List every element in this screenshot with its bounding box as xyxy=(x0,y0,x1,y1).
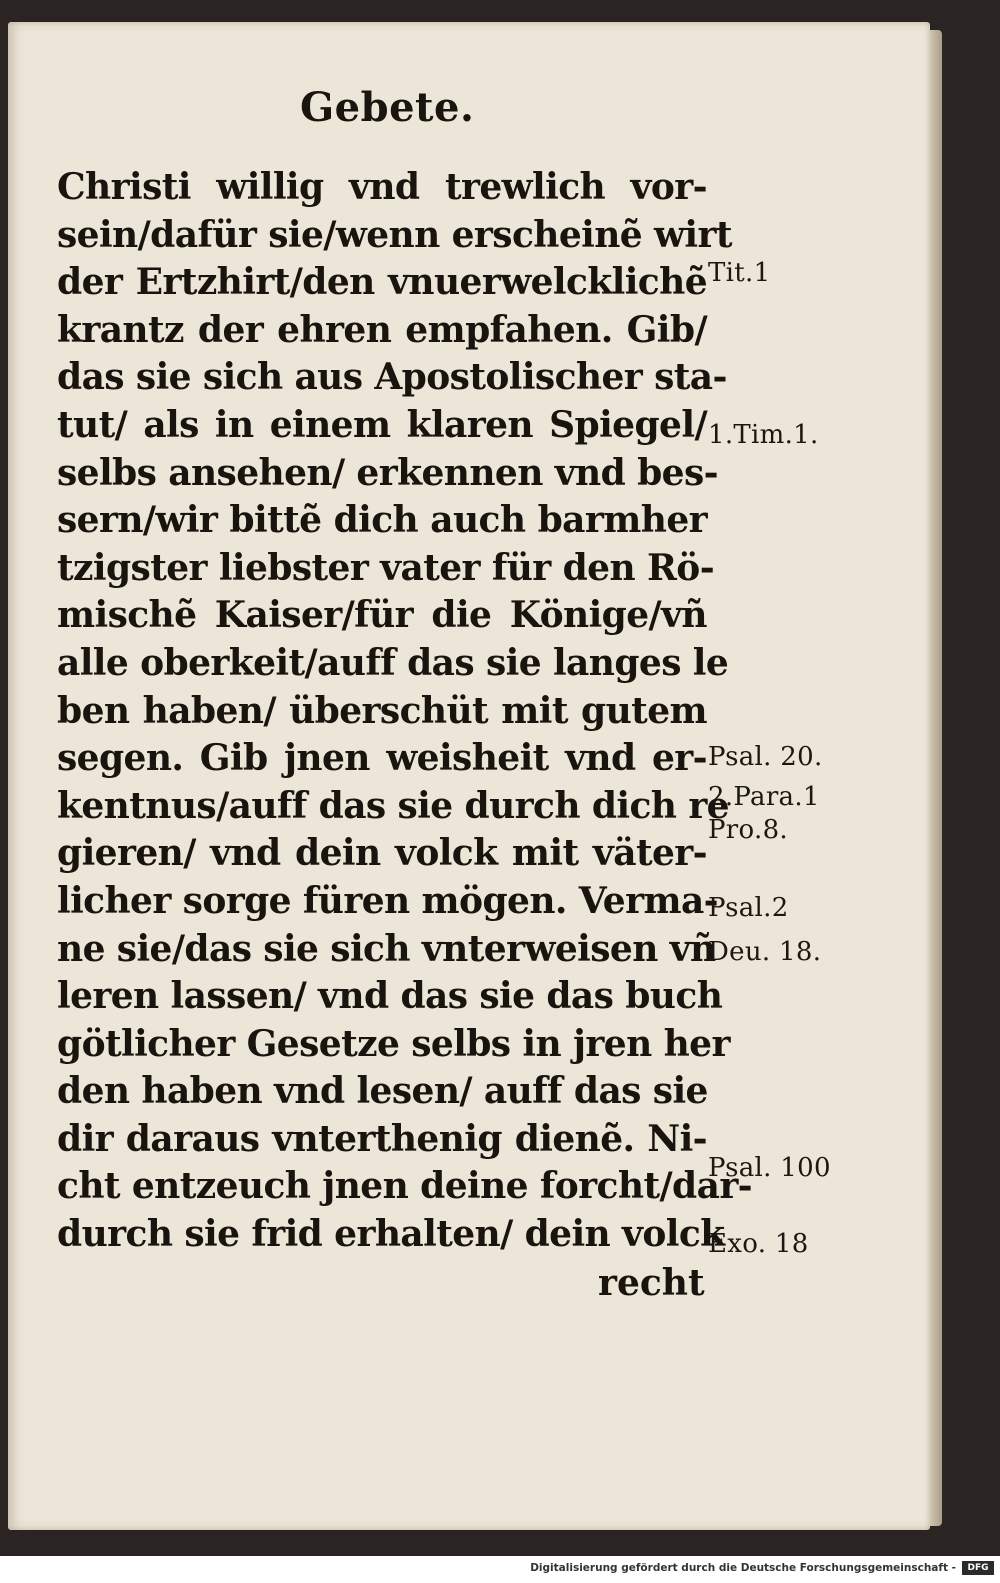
text-line: gieren/ vnd dein volck mit väter- xyxy=(57,832,707,875)
margin-note-deu: Deu. 18. xyxy=(708,937,822,967)
margin-note-psal2: Psal.2 xyxy=(708,893,789,923)
text-line: mischẽ Kaiser/für die Könige/vñ xyxy=(57,594,707,637)
text-line: cht entzeuch jnen deine forcht/dar- xyxy=(57,1165,753,1208)
text-line: segen. Gib jnen weisheit vnd er- xyxy=(57,737,707,780)
margin-note-tim: 1.Tim.1. xyxy=(708,420,819,450)
text-line: selbs ansehen/ erkennen vnd bes- xyxy=(57,451,718,494)
text-line: sein/dafür sie/wenn erscheinẽ wirt xyxy=(57,213,732,256)
text-line: tzigster liebster vater für den Rö- xyxy=(57,546,715,589)
text-line: der Ertzhirt/den vnuerwelcklichẽ xyxy=(57,261,707,304)
text-line: das sie sich aus Apostolischer sta- xyxy=(57,356,727,399)
running-header: Gebete. xyxy=(300,84,475,131)
text-line: den haben vnd lesen/ auff das sie xyxy=(57,1070,708,1113)
margin-note-tit: Tit.1 xyxy=(708,258,771,288)
text-line: ne sie/das sie sich vnterweisen vñ xyxy=(57,927,716,970)
catchword: recht xyxy=(598,1262,705,1304)
margin-note-para: 2.Para.1 xyxy=(708,782,820,812)
margin-note-psal100: Psal. 100 xyxy=(708,1153,831,1183)
margin-note-exo: Exo. 18 xyxy=(708,1229,809,1259)
text-line: alle oberkeit/auff das sie langes le xyxy=(57,641,729,684)
text-line: götlicher Gesetze selbs in jren her xyxy=(57,1022,730,1065)
text-line: sern/wir bittẽ dich auch barmher xyxy=(57,499,707,542)
margin-note-psal20: Psal. 20. xyxy=(708,742,823,772)
footer-bar xyxy=(0,1556,1000,1583)
text-line: kentnus/auff das sie durch dich re xyxy=(57,784,729,827)
text-line: dir daraus vnterthenig dienẽ. Ni- xyxy=(57,1117,707,1160)
margin-note-pro: Pro.8. xyxy=(708,815,788,845)
text-line: krantz der ehren empfahen. Gib/ xyxy=(57,308,707,351)
text-line: tut/ als in einem klaren Spiegel/ xyxy=(57,403,707,446)
text-line: ben haben/ überschüt mit gutem xyxy=(57,689,707,732)
dfg-logo: DFG xyxy=(962,1561,994,1575)
text-line: licher sorge füren mögen. Verma- xyxy=(57,879,719,922)
footer-credit: Digitalisierung gefördert durch die Deutsche Forschungsgemeinschaft - xyxy=(530,1562,956,1574)
page-edge xyxy=(930,30,942,1526)
text-line: durch sie frid erhalten/ dein volck xyxy=(57,1213,725,1256)
text-line: Christi willig vnd trewlich vor- xyxy=(57,166,707,208)
text-line: leren lassen/ vnd das sie das buch xyxy=(57,975,723,1018)
